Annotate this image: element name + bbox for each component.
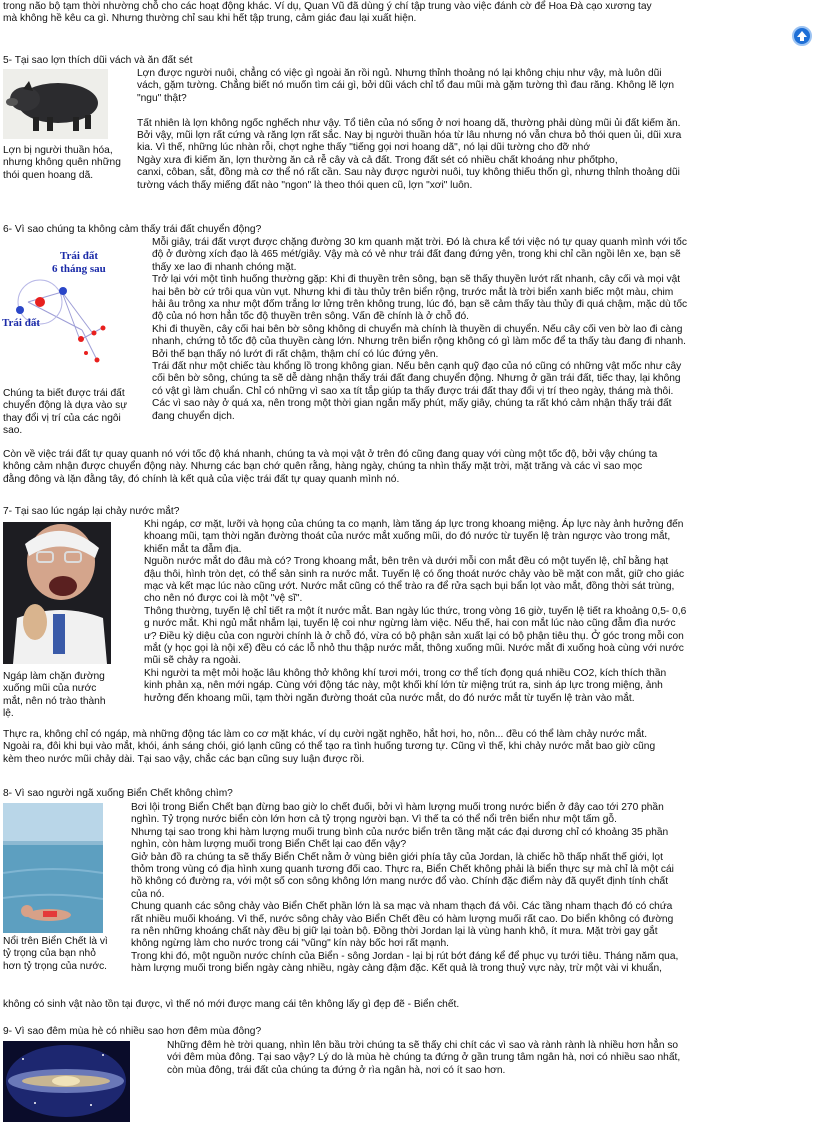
orbit-caption: Chúng ta biết được trái đất chuyển động là dựa vào sự thay đổi vị trí của các ngôi sao.: [3, 388, 128, 437]
intro-paragraph: trong não bộ tạm thời nhường chỗ cho các hoạt động khác. Ví dụ, Quan Vũ đã dùng ý chí tập trung vào việc đánh cờ để Hoa Đà cạo xương tay mà không hề kêu ca gì. Nhưng thường chỉ sau khi hết tập trung, cảm giác đau lại xuất hiện.: [3, 1, 652, 25]
pig-photo: [3, 69, 108, 139]
diagram-label-left: Trái đất: [2, 317, 40, 329]
section-8-body: Bơi lội trong Biển Chết bạn đừng bao giờ lo chết đuối, bởi vì hàm lượng muối trong nước biển ở đây cao tới 270 phần nghìn. Tỷ trọng nước biển còn lớn hơn cả tỷ trọng người bạn. Vì thế ta có thể nổi trên biển như một tấm gỗ. Nhưng tại sao trong khi hàm lượng muối trung bình của nước biển trên tầng mặt các đại dương chỉ có khoảng 35 phần nghìn, còn hàm lượng muối trong Biển Chết lại cao đến vậy? Giở bản đồ ra chúng ta sẽ thấy Biển Chết nằm ở vùng biên giới phía tây của Jordan, là chiếc hồ thấp nhất thế giới, lọt thỏm trong vùng có địa hình xung quanh tương đối cao. Thực ra, Biển Chết không phải là biển thực sự mà chỉ là một cái hồ không có đường ra, với một số con sông không lớn mang nước đổ vào. Chính đặc điểm này đã quyết định tính chất của nó. Chung quanh các sông chảy vào Biển Chết phần lớn là sa mạc và nham thạch đá vôi. Các tầng nham thạch đó có chứa rất nhiều muối khoáng. Vì thế, nước sông chảy vào Biển Chết đều có hàm lượng muối rất cao. Do biển không có đường ra nên những khoáng chất này đều bị giữ lại toàn bộ. Đồng thời Jordan lại là vùng hanh khô, ít mưa. Mặt trời gay gắt không ngừng làm cho nước trong cái "vũng" kín này bốc hơi rất mạnh. Trong khi đó, một nguồn nước chính của Biển - sông Jordan - lại bị rút bớt đáng kể để phục vụ tưới tiêu. Tháng năm qua, hàm lượng muối trong biển ngày càng nhiều, ngày càng đậm đặc. Kết quả là trong thuỷ vực này, trừ một vài vi khuẩn,: [131, 802, 679, 975]
earth-orbit-diagram: [2, 240, 142, 380]
section-9-title: 9- Vì sao đêm mùa hè có nhiều sao hơn đêm mùa đông?: [3, 1026, 262, 1037]
diagram-label-top2: 6 tháng sau: [52, 263, 106, 275]
dead-sea-caption: Nổi trên Biển Chết là vì tỷ trọng của bạn nhỏ hơn tỷ trọng của nước.: [3, 936, 108, 972]
section-5-title: 5- Tại sao lợn thích dũi vách và ăn đất sét: [3, 55, 193, 66]
yawning-man-photo: [3, 522, 111, 664]
section-8-title: 8- Vì sao người ngã xuống Biển Chết không chìm?: [3, 788, 233, 799]
yawn-caption: Ngáp làm chặn đường xuống mũi của nước mắt, nên nó trào thành lệ.: [3, 671, 106, 720]
section-5-body: Lợn được người nuôi, chẳng có việc gì ngoài ăn rồi ngủ. Nhưng thỉnh thoảng nó lại không chịu như vậy, mà luôn dũi vách, gặm tường. Chẳng biết nó muốn tìm cái gì, bởi dũi vách chỉ tổ đau mũi mà gặm tường thì đau răng. Không lẽ lợn "ngu" thật? Tất nhiên là lợn không ngốc nghếch như vậy. Tổ tiên của nó sống ở nơi hoang dã, thường phải dùng mũi ủi đất kiếm ăn. Bởi vậy, mũi lợn rất cứng và răng lợn rất sắc. Nay bị người thuần hóa từ lâu nhưng nó vẫn chưa bỏ thói quen ủi, dũi xưa kia. Vì thế, những lúc nhàn rỗi, chợt nghe thấy "tiếng gọi nơi hoang dã", nó lại dũi tường cho đỡ nhớ Ngày xưa đi kiếm ăn, lợn thường ăn cả rễ cây và cả đất. Trong đất sét có nhiều chất khoáng như phốtpho, canxi, côban, sắt, đồng mà cơ thể nó rất cần. Sau này được người nuôi, tuy không thiếu thốn gì, nhưng thỉnh thoảng dũi tường vách thấy miếng đất nào "ngon" là theo thói quen cũ, lợn "xơi" luôn.: [137, 68, 682, 191]
section-6-footer: Còn về việc trái đất tự quay quanh nó với tốc độ khá nhanh, chúng ta và mọi vật ở trên đó cũng đang quay với cùng một tốc độ, bởi vậy chúng ta không cảm nhận được chuyển động này. Nhưng các bạn chớ quên rằng, hàng ngày, chúng ta nhìn thấy mặt trời, mặt trăng và các vì sao mọc đằng đông và lặn đằng tây, đó chính là kết quả của việc trái đất tự quay quanh mình nó.: [3, 449, 658, 485]
up-arrow-circle-icon: [796, 30, 808, 42]
dead-sea-photo: [3, 803, 103, 933]
section-7-title: 7- Tại sao lúc ngáp lại chảy nước mắt?: [3, 506, 180, 517]
section-6-title: 6- Vì sao chúng ta không cảm thấy trái đất chuyển động?: [3, 224, 262, 235]
pig-caption: Lợn bị người thuần hóa, nhưng không quên những thói quen hoang dã.: [3, 145, 121, 181]
section-6-body: Mỗi giây, trái đất vượt được chặng đường 30 km quanh mặt trời. Đó là chưa kể tới việc nó tự quay quanh mình với tốc độ ở đường xích đạo là 465 mét/giây. Vậy mà có vẻ như trái đất đang đứng yên, trong khi chỉ cần ngồi lên xe, bạn sẽ thấy xe lao đi nhanh chóng mặt. Trở lại với một tình huống thường gặp: Khi đi thuyền trên sông, bạn sẽ thấy thuyền lướt rất nhanh, cây cối và mọi vật hai bên bờ cứ trôi qua vùn vụt. Nhưng khi đi tàu thủy trên biển rộng, trước mắt là trời biển xanh biếc một màu, chim hải âu trông xa như một đốm trắng lơ lửng trên không trung, lúc đó, bạn sẽ cảm thấy tàu thủy đi quá chậm, mặc dù tốc độ của nó hơn hẳn tốc độ thuyền trên sông. Vấn đề chính là ở chỗ đó. Khi đi thuyền, cây cối hai bên bờ sông không di chuyển mà chính là thuyền di chuyển. Nếu cây cối ven bờ lao đi càng nhanh, chứng tỏ tốc độ của thuyền càng lớn. Nhưng trên biển rộng không có gì làm mốc để ta thấy tàu đang đi nhanh. Bởi thế bạn thấy nó lướt đi rất chậm, thậm chí có lúc đứng yên. Trái đất như một chiếc tàu khổng lồ trong không gian. Nếu bên cạnh quỹ đạo của nó cũng có những vật mốc như cây cối bên bờ sông, chúng ta sẽ dễ dàng nhận thấy trái đất đang chuyển động. Nhưng ở gần trái đất, tiếc thay, lại không có vật gì làm chuẩn. Chỉ có những vì sao xa tít tắp giúp ta thấy được trái đất thay đổi vị trí theo ngày, tháng mà thôi. Các vì sao này ở quá xa, nên trong một thời gian ngắn mấy phút, mấy giây, chúng ta rất khó cảm nhận thấy trái đất đang chuyển dịch.: [152, 237, 688, 422]
section-7-body: Khi ngáp, cơ mặt, lưỡi và họng của chúng ta co mạnh, làm tăng áp lực trong khoang miệng. Áp lực này ảnh hưởng đến khoang mũi, tạm thời ngăn đường thoát của nước mắt xuống mũi, do đó nước từ tuyến lệ tràn ngược vào trong mắt, khiến mắt ta đẫm địa. Nguồn nước mắt do đâu mà có? Trong khoang mắt, bên trên và dưới mỗi con mắt đều có một tuyến lệ, chỉ bằng hạt đậu thôi, hình tròn dẹt, có thể sản sinh ra nước mắt. Tuyến lệ có ống thoát nước chảy vào bề mặt con mắt, giữ cho giác mạc và kết mạc lúc nào cũng ướt. Nước mắt cũng có thể trào ra để rửa sạch bụi bẩn lọt vào mắt, đồng thời sát trùng, cho nên nó được coi là một "vệ sĩ". Thông thường, tuyến lệ chỉ tiết ra một ít nước mắt. Ban ngày lúc thức, trong vòng 16 giờ, tuyến lệ tiết ra khoảng 0,5- 0,6 g nước mắt. Khi ngủ mắt nhắm lại, tuyến lệ coi như ngừng làm việc. Nếu thế, hai con mắt lúc nào cũng đẫm đìa nước ư? Điều kỳ diệu của con người chính là ở chỗ đó, vừa có bộ phận sản xuất lại có bộ phận tiêu thụ. Ở góc trong mỗi con mắt (y học gọi là nội xế) đều có các lỗ nhỏ thu thập nước mắt, thông xuống mũi. Nước mắt đi xuống hoà cùng với nước mũi sẽ chảy ra ngoài. Khi người ta mệt mỏi hoặc lâu không thở không khí tươi mới, trong cơ thể tích đọng quá nhiều CO2, kích thích thần kinh phản xạ, nên mới ngáp. Cùng với động tác này, một khối khí lớn từ miệng trút ra, sinh áp lực trong miệng, ảnh hưởng đến khoang mũi, tạm thời ngăn đường thoát của nước mắt, do đó nước mắt từ tuyến lệ tràn vào mắt.: [144, 519, 687, 704]
section-7-footer: Thực ra, không chỉ có ngáp, mà những động tác làm co cơ mặt khác, ví dụ cười ngặt nghẽo, hắt hơi, ho, nôn... đều có thể làm chảy nước mắt. Ngoài ra, đôi khi bụi vào mắt, khói, ánh sáng chói, gió lạnh cũng có thể tạo ra tình huống tương tự. Cũng vì thế, khi chảy nước mắt bao giờ cũng kèm theo nước mũi chảy dài. Tại sao vậy, chắc các bạn cũng suy luận được rồi.: [3, 729, 656, 765]
back-to-top-button[interactable]: [792, 26, 812, 46]
section-8-footer: không có sinh vật nào tồn tại được, vì thế nó mới được mang cái tên không lấy gì đẹp đẽ - Biển chết.: [3, 999, 460, 1010]
milky-way-photo: [3, 1041, 130, 1122]
section-9-body: Những đêm hè trời quang, nhìn lên bầu trời chúng ta sẽ thấy chi chít các vì sao và rành rành là nhiều hơn hẳn so với đêm mùa đông. Tại sao vậy? Lý do là mùa hè chúng ta đứng ở gần trung tâm ngân hà, nơi có nhiều sao nhất, còn mùa đông, trái đất của chúng ta đứng ở rìa ngân hà, nơi có ít sao hơn.: [167, 1040, 681, 1076]
diagram-label-top1: Trái đất: [60, 250, 98, 262]
